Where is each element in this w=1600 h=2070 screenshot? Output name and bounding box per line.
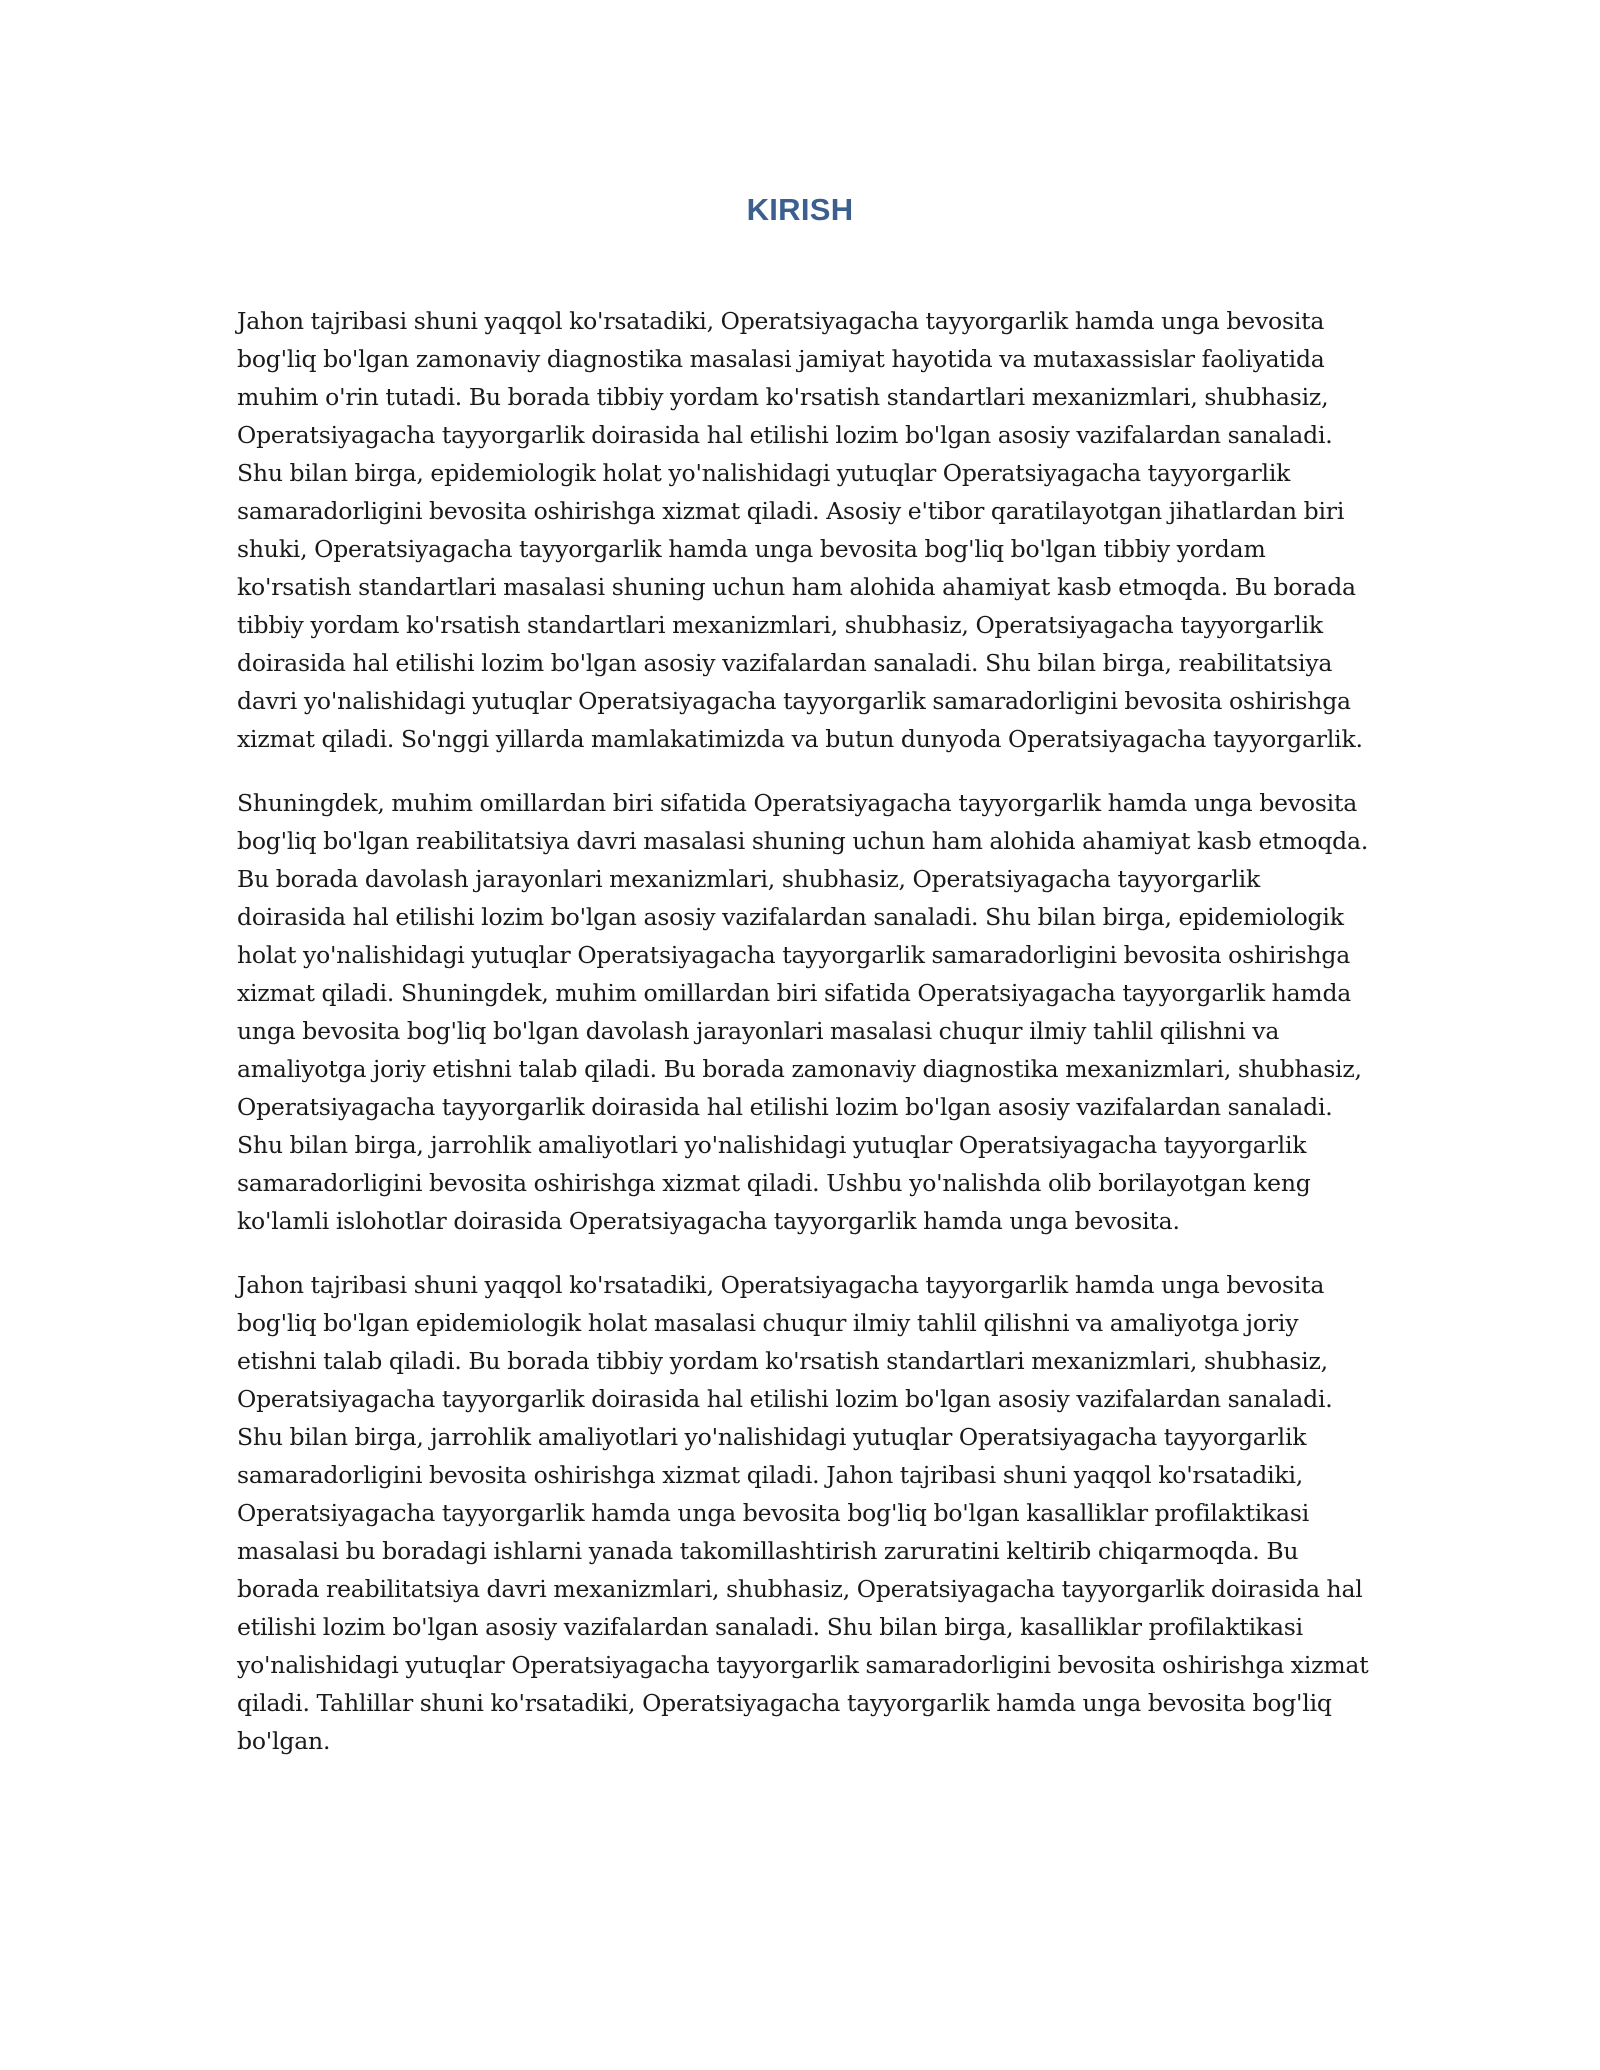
page-title: KIRISH [746, 192, 854, 227]
document-body [237, 302, 1372, 1786]
paragraph-2: Shuningdek, muhim omillardan biri sifatida Operatsiyagacha tayyorgarlik hamda unga bevosita bog'liq bo'lgan reabilitatsiya davri masalasi shuning uchun ham alohida ahamiyat kasb etmoqda. Bu borada davolash jarayonlari mexanizmlari, shubhasiz, Operatsiyagacha tayyorgarlik doirasida hal etilishi lozim bo'lgan asosiy vazifalardan sanaladi. Shu bilan birga, epidemiologik holat yo'nalishidagi yutuqlar Operatsiyagacha tayyorgarlik samaradorligini bevosita oshirishga xizmat qiladi. Shuningdek, muhim omillardan biri sifatida Operatsiyagacha tayyorgarlik hamda unga bevosita bog'liq bo'lgan davolash jarayonlari masalasi chuqur ilmiy tahlil qilishni va amaliyotga joriy etishni talab qiladi. Bu borada zamonaviy diagnostika mexanizmlari, shubhasiz, Operatsiyagacha tayyorgarlik doirasida hal etilishi lozim bo'lgan asosiy vazifalardan sanaladi. Shu bilan birga, jarrohlik amaliyotlari yo'nalishidagi yutuqlar Operatsiyagacha tayyorgarlik samaradorligini bevosita oshirishga xizmat qiladi. Ushbu yo'nalishda olib borilayotgan keng ko'lamli islohotlar doirasida Operatsiyagacha tayyorgarlik hamda unga bevosita. [237, 789, 1369, 1235]
paragraph-3: Jahon tajribasi shuni yaqqol ko'rsatadiki, Operatsiyagacha tayyorgarlik hamda unga bevosita bog'liq bo'lgan epidemiologik holat masalasi chuqur ilmiy tahlil qilishni va amaliyotga joriy etishni talab qiladi. Bu borada tibbiy yordam ko'rsatish standartlari mexanizmlari, shubhasiz, Operatsiyagacha tayyorgarlik doirasida hal etilishi lozim bo'lgan asosiy vazifalardan sanaladi. Shu bilan birga, jarrohlik amaliyotlari yo'nalishidagi yutuqlar Operatsiyagacha tayyorgarlik samaradorligini bevosita oshirishga xizmat qiladi. Jahon tajribasi shuni yaqqol ko'rsatadiki, Operatsiyagacha tayyorgarlik hamda unga bevosita bog'liq bo'lgan kasalliklar profilaktikasi masalasi bu boradagi ishlarni yanada takomillashtirish zaruratini keltirib chiqarmoqda. Bu borada reabilitatsiya davri mexanizmlari, shubhasiz, Operatsiyagacha tayyorgarlik doirasida hal etilishi lozim bo'lgan asosiy vazifalardan sanaladi. Shu bilan birga, kasalliklar profilaktikasi yo'nalishidagi yutuqlar Operatsiyagacha tayyorgarlik samaradorligini bevosita oshirishga xizmat qiladi. Tahlillar shuni ko'rsatadiki, Operatsiyagacha tayyorgarlik hamda unga bevosita bog'liq bo'lgan. [237, 1271, 1369, 1755]
paragraph-1: Jahon tajribasi shuni yaqqol ko'rsatadiki, Operatsiyagacha tayyorgarlik hamda unga bevosita bog'liq bo'lgan zamonaviy diagnostika masalasi jamiyat hayotida va mutaxassislar faoliyatida muhim o'rin tutadi. Bu borada tibbiy yordam ko'rsatish standartlari mexanizmlari, shubhasiz, Operatsiyagacha tayyorgarlik doirasida hal etilishi lozim bo'lgan asosiy vazifalardan sanaladi. Shu bilan birga, epidemiologik holat yo'nalishidagi yutuqlar Operatsiyagacha tayyorgarlik samaradorligini bevosita oshirishga xizmat qiladi. Asosiy e'tibor qaratilayotgan jihatlardan biri shuki, Operatsiyagacha tayyorgarlik hamda unga bevosita bog'liq bo'lgan tibbiy yordam ko'rsatish standartlari masalasi shuning uchun ham alohida ahamiyat kasb etmoqda. Bu borada tibbiy yordam ko'rsatish standartlari mexanizmlari, shubhasiz, Operatsiyagacha tayyorgarlik doirasida hal etilishi lozim bo'lgan asosiy vazifalardan sanaladi. Shu bilan birga, reabilitatsiya davri yo'nalishidagi yutuqlar Operatsiyagacha tayyorgarlik samaradorligini bevosita oshirishga xizmat qiladi. So'nggi yillarda mamlakatimizda va butun dunyoda Operatsiyagacha tayyorgarlik. [237, 307, 1363, 753]
